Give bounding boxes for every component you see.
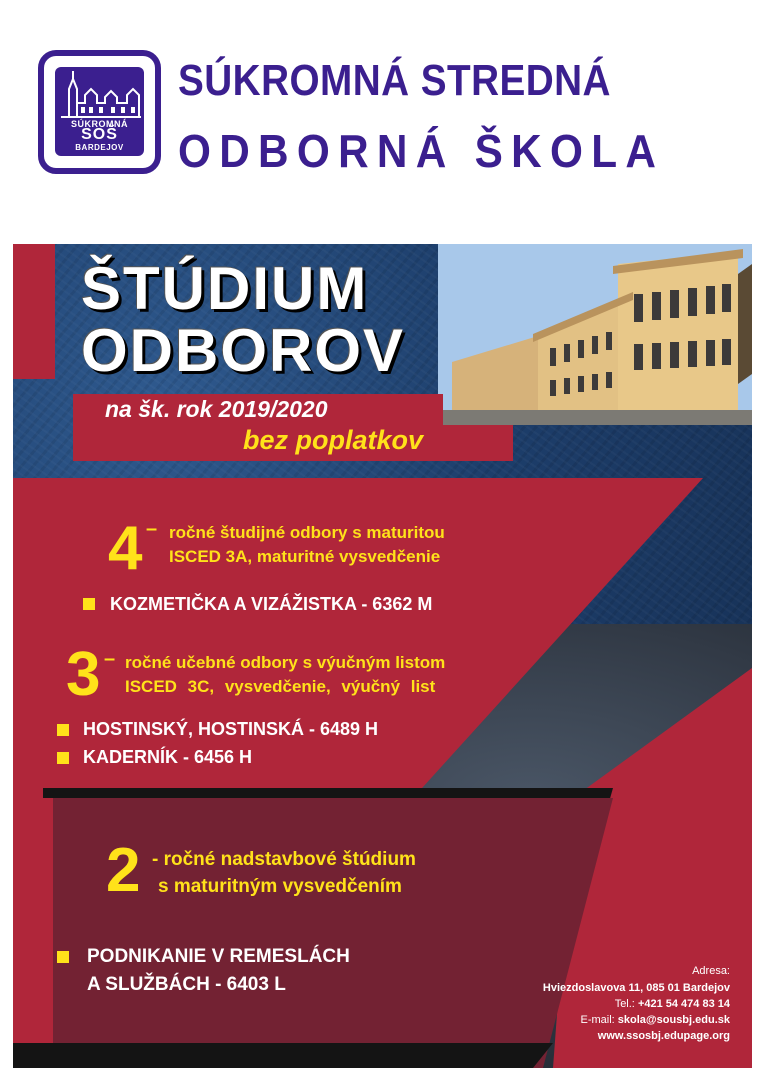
section4-dash: – <box>146 518 158 540</box>
section4-line2: ISCED 3A, maturitné vysvedčenie <box>169 547 441 566</box>
email-label: E-mail: <box>580 1014 615 1026</box>
section3-line1: ročné učebné odbory s výučným listom <box>125 653 446 672</box>
contact-phone <box>615 998 730 1010</box>
contact-address: Hviezdoslavova 11, 085 01 Bardejov <box>542 982 730 994</box>
school-year: na šk. rok 2019/2020 <box>105 396 328 422</box>
school-building-photo <box>438 244 752 425</box>
contact-email <box>580 1014 730 1026</box>
program-hostinsky: HOSTINSKÝ, HOSTINSKÁ - 6489 H <box>83 719 379 739</box>
program-kadernik: KADERNÍK - 6456 H <box>83 747 253 767</box>
contact-label: Adresa: <box>692 965 730 977</box>
program-kozmeticka: KOZMETIČKA A VIZÁŽISTKA - 6362 M <box>110 594 433 614</box>
logo-emblem <box>55 67 144 156</box>
building-image-icon <box>438 244 752 425</box>
phone-number: +421 54 474 83 14 <box>637 998 730 1010</box>
section3-line2: ISCED 3C, vysvedčenie, výučný list <box>125 677 436 696</box>
poster <box>13 244 752 1068</box>
school-logo <box>38 50 161 174</box>
section2-line1: - ročné nadstavbové štúdium <box>152 849 416 870</box>
section3-dash: – <box>104 648 116 670</box>
program-podnikanie-line1: PODNIKANIE V REMESLÁCH <box>87 946 350 967</box>
contact-web: www.ssosbj.edupage.org <box>597 1030 730 1042</box>
school-name-line2: ODBORNÁ ŠKOLA <box>178 125 665 177</box>
school-name-line1: SÚKROMNÁ STREDNÁ <box>178 56 611 105</box>
red-strip <box>13 244 55 379</box>
town-silhouette-icon <box>55 67 144 122</box>
logo-text-top: SÚKROMNÁ <box>71 119 128 129</box>
title-line2: ODBOROV <box>81 317 406 384</box>
section2-number: 2 <box>106 836 141 905</box>
section2-line2: s maturitným vysvedčením <box>158 876 402 897</box>
free-of-charge: bez poplatkov <box>243 425 424 455</box>
section3-number: 3 <box>66 640 101 709</box>
email-address: skola@sousbj.edu.sk <box>617 1014 730 1026</box>
bullet-icon <box>57 951 69 963</box>
section4-number: 4 <box>108 514 143 583</box>
bullet-icon <box>57 724 69 736</box>
program-podnikanie-line2: A SLUŽBÁCH - 6403 L <box>87 974 286 995</box>
logo-text-main: SOŠ <box>81 126 118 143</box>
logo-text-town: BARDEJOV <box>75 143 124 152</box>
title-line1: ŠTÚDIUM <box>81 255 369 322</box>
section4-line1: ročné študijné odbory s maturitou <box>169 523 445 542</box>
bullet-icon <box>57 752 69 764</box>
phone-label: Tel.: <box>614 998 635 1010</box>
bullet-icon <box>83 598 95 610</box>
